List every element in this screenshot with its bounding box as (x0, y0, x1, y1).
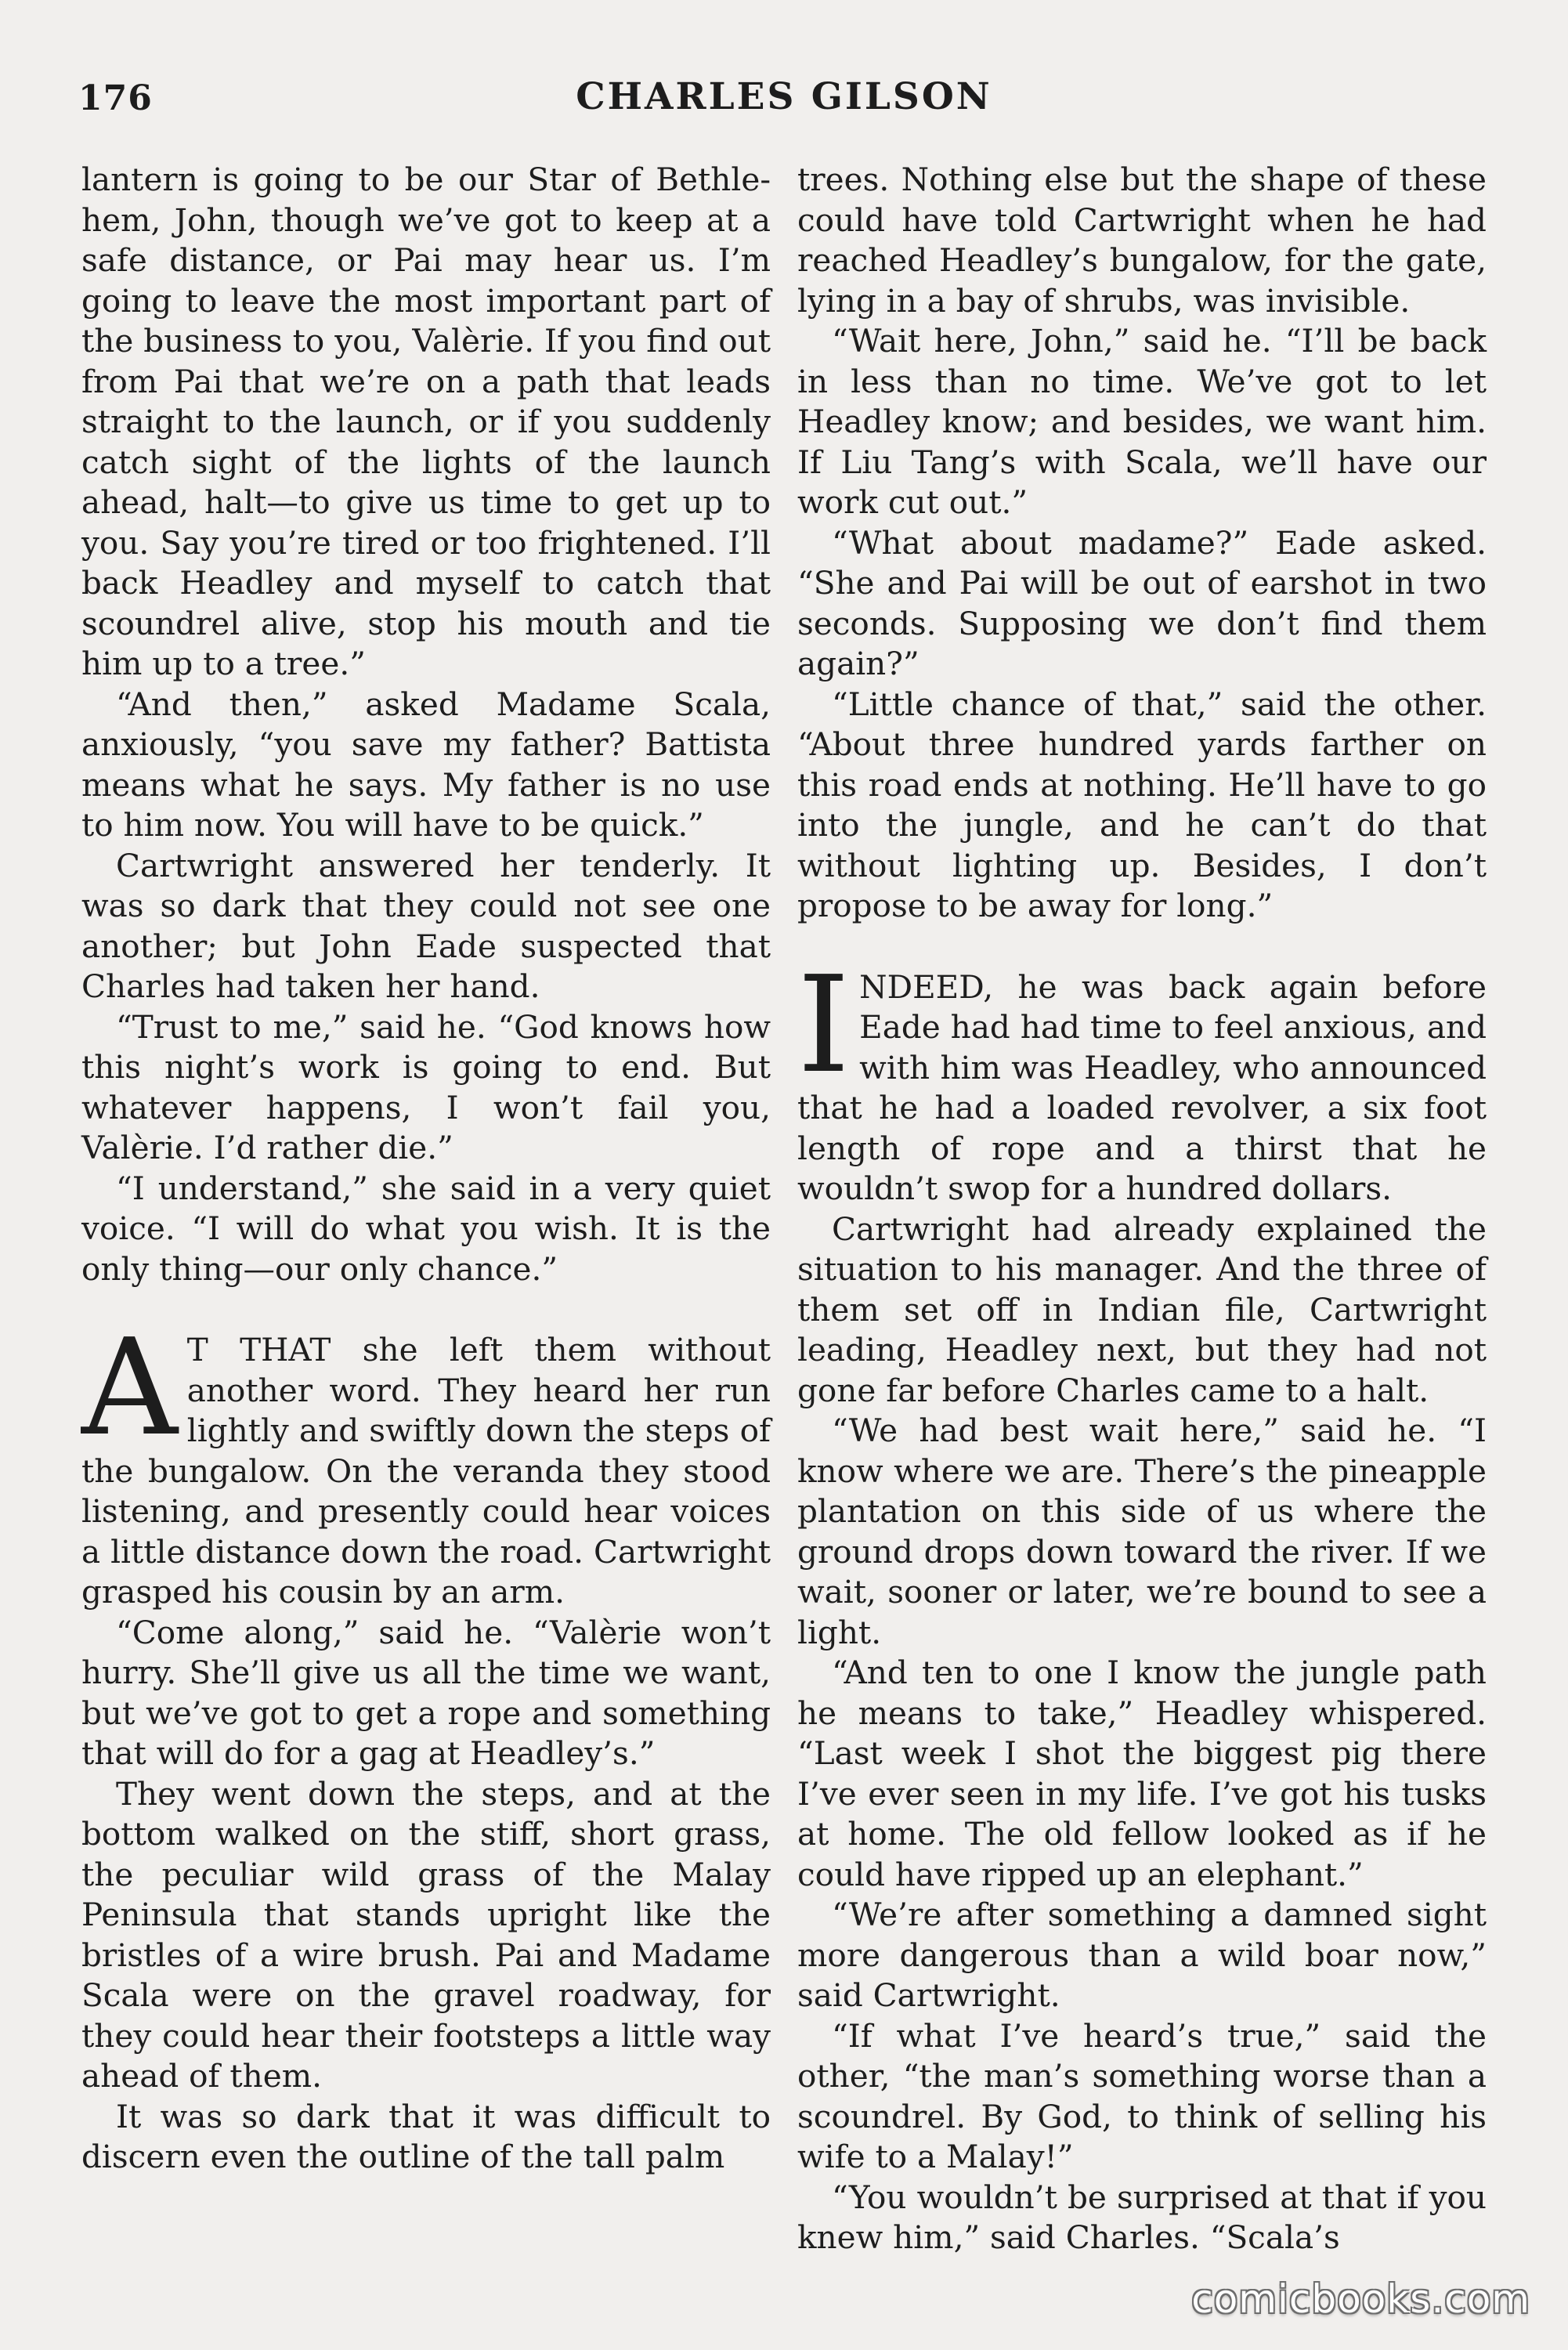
site-watermark: comicbooks.com (1191, 2276, 1530, 2322)
paragraph-text: she left them without another word. They heard her run lightly and swiftly down the steps of the bungalow. On the veranda they stood listening, and presently could hear voices a little distance down the road. Cartwright grasped his cousin by an arm. (81, 1331, 771, 1611)
paragraph: “Come along,” said he. “Valèrie won’t hurry. She’ll give us all the time we want, but we’ve got to get a rope and something that will do for a gag at Headley’s.” (81, 1613, 771, 1772)
paragraph: It was so dark that it was difficult to discern even the outline of the tall palm (81, 2097, 771, 2175)
paragraph: “And then,” asked Madame Scala, anxiously, “you save my father? Battista means what he says. My father is no use to him now. You will have to be quick.” (81, 685, 771, 844)
paragraph: Cartwright answered her tenderly. It was so dark that they could not see one another; but John Eade suspected that Charles had taken her hand. (81, 846, 771, 1005)
paragraph: lantern is going to be our Star of Bethlehem, John, though we’ve got to keep at a safe distance, or Pai may hear us. I’m going to leave the most important part of the business to you, Valèrie. If you find out from Pai that we’re on a path that leads straight to the launch, or if you suddenly catch sight of the lights of the launch ahead, halt—to give us time to get up to you. Say you’re tired or too frightened. I’ll back Headley and myself to catch that scoundrel alive, stop his mouth and tie him up to a tree.” (81, 161, 771, 682)
section-paragraph (797, 947, 1487, 1209)
paragraph: “If what I’ve heard’s true,” said the other, “the man’s something worse than a scoundrel. By God, to think of selling his wife to a Malay!” (797, 2016, 1487, 2175)
paragraph: “And ten to one I know the jungle path he means to take,” Headley whispered. “Last week I shot the biggest pig there I’ve ever seen in my life. I’ve got his tusks at home. The old fellow looked as if he could have ripped up an elephant.” (797, 1654, 1487, 1893)
paragraph: “I understand,” she said in a very quiet voice. “I will do what you wish. It is the only thing—our only chance.” (81, 1169, 771, 1288)
paragraph: “You wouldn’t be surprised at that if you knew him,” said Charles. “Scala’s (797, 2178, 1487, 2256)
paragraph: “Wait here, John,” said he. “I’ll be back in less than no time. We’ve got to let Headley know; and besides, we want him. If Liu Tang’s with Scala, we’ll have our work cut out.” (797, 322, 1487, 521)
paragraph: “We’re after something a damned sight more dangerous than a wild boar now,” said Cartwright. (797, 1896, 1487, 2014)
section-paragraph (81, 1311, 771, 1613)
page-number: 176 (78, 78, 153, 118)
paragraph: trees. Nothing else but the shape of these could have told Cartwright when he had reached Headley’s bungalow, for the gate, lying in a bay of shrubs, was invisible. (797, 161, 1487, 320)
paragraph-text: he was back again before Eade had had time to feel anxious, and with him was Headley, who announced that he had a loaded revolver, a six foot length of rope and a thirst that he wouldn’t swop for a hundred dollars. (797, 967, 1487, 1207)
paragraph: “Little chance of that,” said the other. “About three hundred yards farther on this road ends at nothing. He’ll have to go into the jungle, and he can’t do that without lighting up. Besides, I don’t propose to be away for long.” (797, 685, 1487, 924)
lead-in-text: NDEED, (859, 967, 994, 1006)
lead-in-text: T THAT (186, 1331, 331, 1368)
paragraph: “What about madame?” Eade asked. “She and Pai will be out of earshot in two seconds. Supposing we don’t find them again?” (797, 523, 1487, 682)
drop-cap: I (797, 947, 851, 1103)
paragraph: They went down the steps, and at the bottom walked on the stiff, short grass, the peculiar wild grass of the Malay Peninsula that stands upright like the bristles of a wire brush. Pai and Madame Scala were on the gravel roadway, for they could hear their footsteps a little way ahead of them. (81, 1774, 771, 2095)
paragraph: “We had best wait here,” said he. “I know where we are. There’s the pineapple plantation on this side of us where the ground drops down toward the river. If we wait, sooner or later, we’re bound to see a light. (797, 1412, 1487, 1651)
paragraph: “Trust to me,” said he. “God knows how this night’s work is going to end. But whatever happens, I won’t fail you, Valèrie. I’d rather die.” (81, 1007, 771, 1166)
right-column (797, 160, 1487, 2258)
running-head: CHARLES GILSON (576, 75, 992, 118)
left-column (81, 160, 771, 2178)
drop-cap: A (81, 1311, 178, 1466)
paragraph: Cartwright had already explained the situation to his manager. And the three of them set off in Indian file, Cartwright leading, Headley next, but they had not gone far before Charles came to a halt. (797, 1209, 1487, 1409)
